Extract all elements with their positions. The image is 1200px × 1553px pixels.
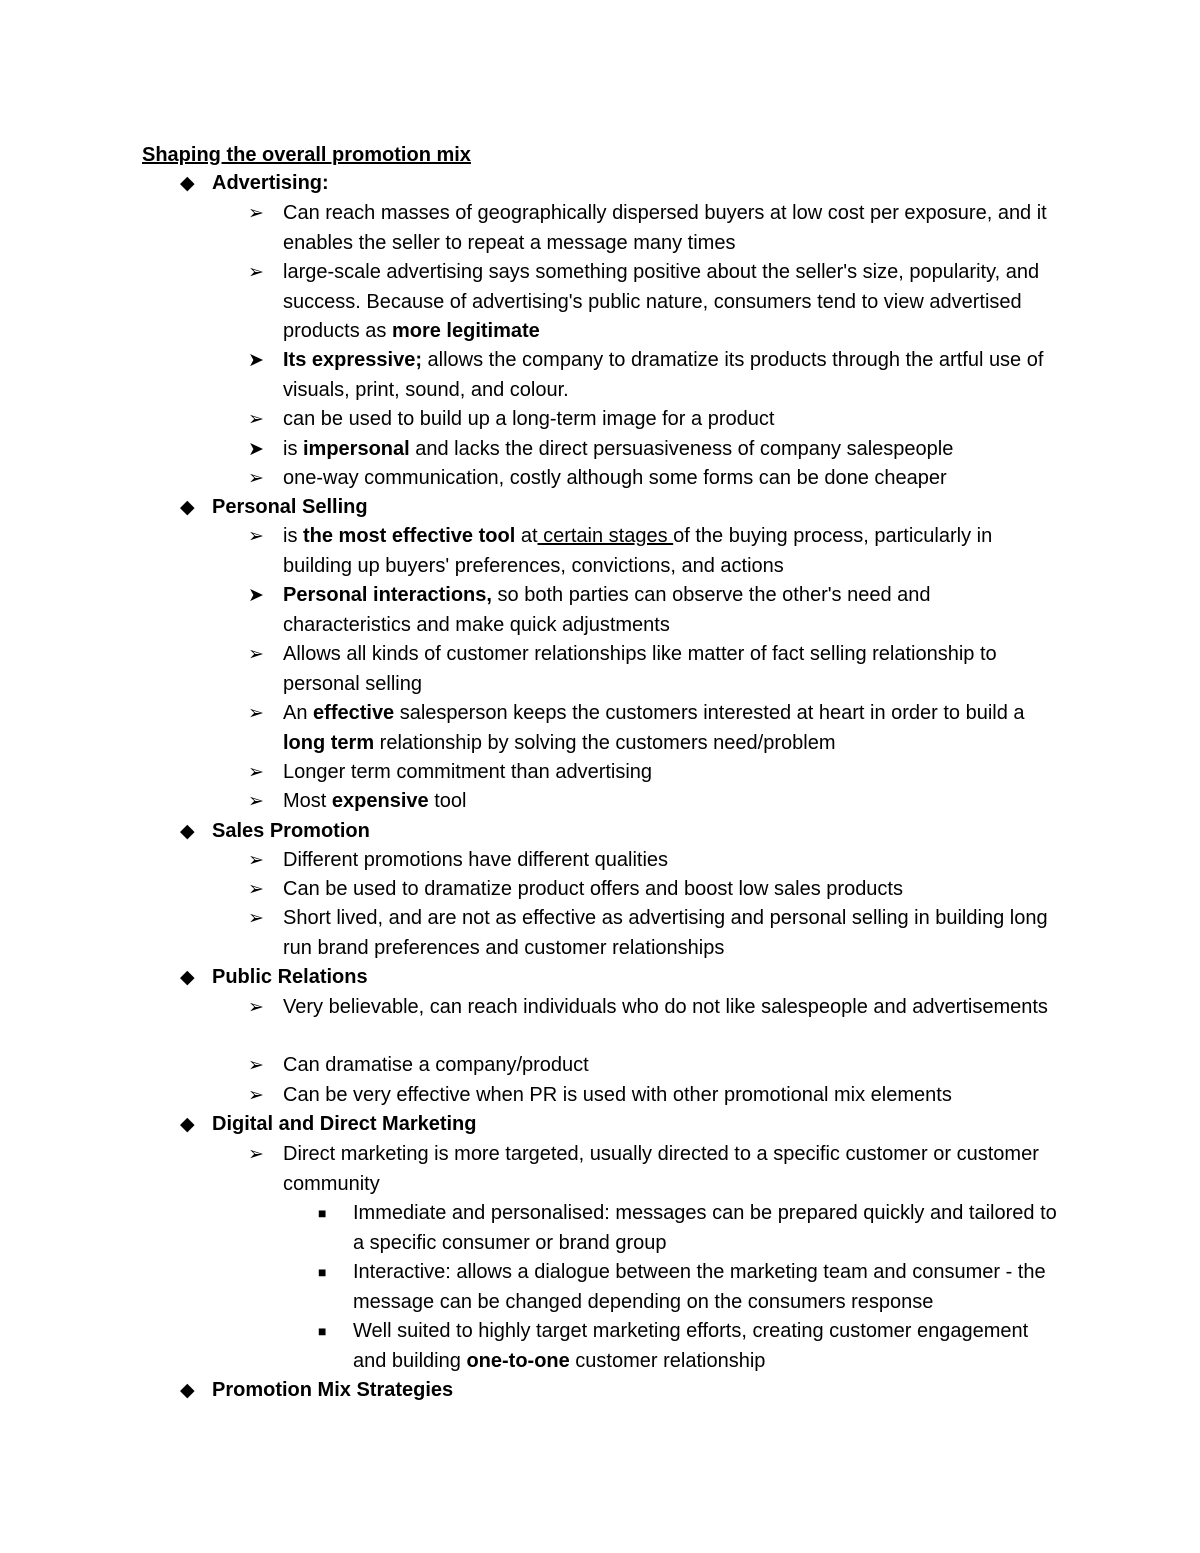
list-item-text: Can be used to dramatize product offers and boost low sales products [283,878,903,900]
list-item-text: Immediate and personalised: messages can be prepared quickly and tailored to a specific consumer or brand group [353,1202,1057,1254]
arrowhead-bullet-icon: ➢ [248,879,264,900]
list-item-text: large-scale advertising says something positive about the seller's size, popularity, and success. Because of advertising's public nature, consumers tend to view advertised products as more legitimate [283,261,1040,342]
list-item-text: Very believable, can reach individuals who do not like salespeople and advertisements [283,996,1048,1018]
arrowhead-bullet-icon: ➢ [248,262,264,283]
section-heading: Digital and Direct Marketing [212,1113,477,1135]
section-heading: Advertising: [212,172,329,194]
list-item-text: Well suited to highly target marketing efforts, creating customer engagement and building one-to-one customer relationship [353,1320,1029,1372]
arrowhead-bullet-icon: ➢ [248,762,264,783]
list-item-text: Can dramatise a company/product [283,1054,589,1076]
arrowhead-bullet-icon: ➢ [248,409,264,430]
diamond-bullet-icon: ◆ [180,497,195,518]
arrowhead-bullet-icon: ➤ [248,350,264,371]
section-heading: Public Relations [212,966,368,988]
list-item-text: Personal interactions, so both parties can observe the other's need and characteristics and make quick adjustments [283,584,931,636]
arrowhead-bullet-icon: ➢ [248,468,264,489]
list-item-text: Can reach masses of geographically dispersed buyers at low cost per exposure, and it enables the seller to repeat a message many times [283,202,1047,254]
list-item-text: Its expressive; allows the company to dramatize its products through the artful use of visuals, print, sound, and colour. [283,349,1044,401]
arrowhead-bullet-icon: ➢ [248,526,264,547]
diamond-bullet-icon: ◆ [180,173,195,194]
list-item-text: Can be very effective when PR is used with other promotional mix elements [283,1084,952,1106]
list-item-text: Most expensive tool [283,790,467,812]
arrowhead-bullet-icon: ➢ [248,850,264,871]
diamond-bullet-icon: ◆ [180,1380,195,1401]
arrowhead-bullet-icon: ➢ [248,703,264,724]
section-heading: Promotion Mix Strategies [212,1379,454,1401]
arrowhead-bullet-icon: ➢ [248,203,264,224]
list-item-text: can be used to build up a long-term image for a product [283,408,775,430]
arrowhead-bullet-icon: ➢ [248,1055,264,1076]
list-item-text: Direct marketing is more targeted, usually directed to a specific customer or customer community [283,1143,1039,1195]
list-item-text: Longer term commitment than advertising [283,761,653,783]
diamond-bullet-icon: ◆ [180,821,195,842]
page-title: Shaping the overall promotion mix [142,144,471,166]
list-item-text: Allows all kinds of customer relationships like matter of fact selling relationship to personal selling [283,643,997,695]
list-item-text: Short lived, and are not as effective as advertising and personal selling in building long run brand preferences and customer relationships [283,907,1048,959]
arrowhead-bullet-icon: ➢ [248,644,264,665]
arrowhead-bullet-icon: ➤ [248,439,264,460]
square-bullet-icon: ■ [318,1323,327,1339]
list-item-text: is impersonal and lacks the direct persuasiveness of company salespeople [283,438,954,460]
list-item-text: one-way communication, costly although some forms can be done cheaper [283,467,947,489]
arrowhead-bullet-icon: ➢ [248,791,264,812]
arrowhead-bullet-icon: ➤ [248,585,264,606]
square-bullet-icon: ■ [318,1205,327,1221]
list-item-text: is the most effective tool at certain stages of the buying process, particularly in building up buyers' preferences, convictions, and actions [283,525,993,577]
arrowhead-bullet-icon: ➢ [248,908,264,929]
list-item-text: Interactive: allows a dialogue between the marketing team and consumer - the message can be changed depending on the consumers response [353,1261,1046,1313]
diamond-bullet-icon: ◆ [180,967,195,988]
arrowhead-bullet-icon: ➢ [248,997,264,1018]
list-item-text: Different promotions have different qualities [283,849,669,871]
square-bullet-icon: ■ [318,1264,327,1280]
section-heading: Personal Selling [212,496,368,518]
arrowhead-bullet-icon: ➢ [248,1085,264,1106]
section-heading: Sales Promotion [212,820,370,842]
diamond-bullet-icon: ◆ [180,1114,195,1135]
list-item-text: An effective salesperson keeps the customers interested at heart in order to build a long term relationship by solving the customers need/problem [283,702,1025,754]
arrowhead-bullet-icon: ➢ [248,1144,264,1165]
